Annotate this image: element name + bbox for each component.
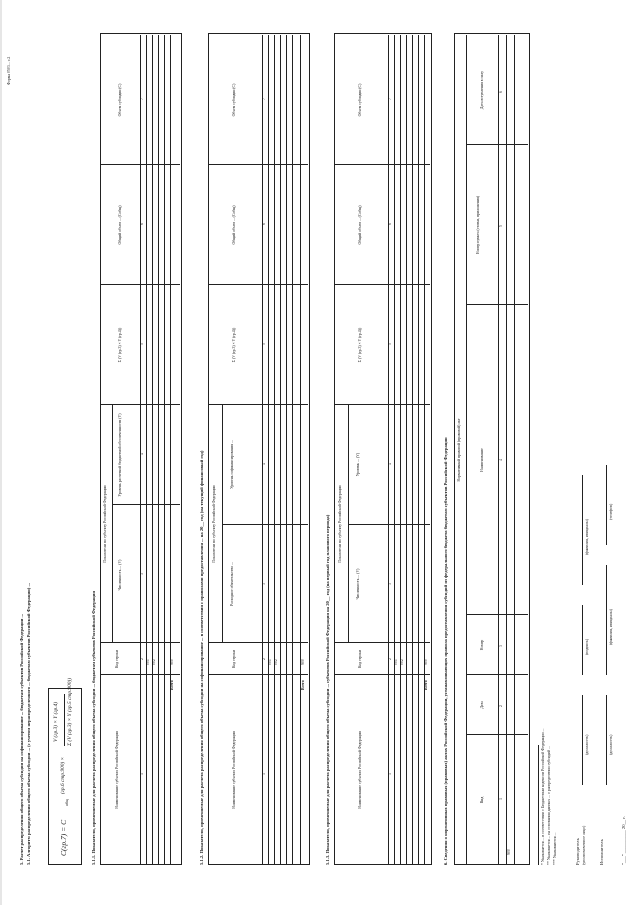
t3-h1: Наименование субъекта Российской Федерации [358, 731, 362, 809]
t1-c2: 2 [140, 658, 144, 660]
t3-h6: Σ (V (гр.3) × Y (гр.4)) [358, 327, 362, 363]
formula-left: C(гр.7) = C [59, 819, 68, 856]
t6-h3: Номер [480, 639, 484, 651]
t3-h7: Общий объем ... (Cобщ) [358, 205, 362, 245]
t2-c3: 3 [262, 583, 266, 585]
t1-h2: Код строки [115, 649, 119, 669]
t6-c2: 2 [499, 705, 503, 707]
t3-c1: 1 [388, 773, 392, 775]
sig-date: "___" __________ 20__ г. [621, 816, 626, 865]
t1-c4: 4 [140, 453, 144, 455]
sig-head-sub: (уполномоченное лицо) [582, 825, 586, 865]
formula-box [48, 678, 82, 865]
t2-h8: Объем субсидии (C) [232, 83, 236, 117]
item-5-1-1-heading: 5.1.1. Показатели, применяемые для расчета распределения общего объема субсидии ... бюджетам субъектов Российской Федерации [91, 590, 96, 865]
footnote-1: * Указывается ... в соответствии с Бюджетным кодексом Российской Федерации ... [541, 728, 545, 865]
t2-c7: 7 [262, 98, 266, 100]
item-5-heading: 5. Расчет распределения общего объема субсидии на софинансирование ... бюджетам субъектов Российской Федерации ... [19, 614, 24, 865]
t3-h2: Код строки [358, 649, 362, 669]
t2-code-1: 001 [268, 659, 272, 665]
t1-c6: 6 [140, 223, 144, 225]
t1-h5: Уровень расчетной бюджетной обеспеченности (Y) [118, 413, 122, 497]
formula-numerator: V (гр.3) × Y (гр.4) [53, 701, 59, 742]
t3-c7: 7 [388, 98, 392, 100]
t6-c3: 3 [499, 645, 503, 647]
t2-c1: 1 [262, 773, 266, 775]
item-6-heading: 6. Сведения о нормативных правовых (правовых) актах Российской Федерации, устанавливающих правила предоставления субсидий из федерального бюджета бюджетам субъектов Российской Федерации [443, 437, 448, 865]
formula-sub: общ [65, 799, 69, 806]
t1-c3: 3 [140, 573, 144, 575]
formula-denominator: Σ (V (гр.3) × Y (гр.5 стр.900)) [67, 678, 73, 746]
t3-c6: 6 [388, 223, 392, 225]
t2-code-900: 900 [301, 659, 305, 665]
footnote-3: *** Указываются ... [553, 832, 557, 865]
t1-c5: 5 [140, 343, 144, 345]
t1-h1: Наименование субъекта Российской Федерации [115, 731, 119, 809]
t2-h2: Код строки [232, 649, 236, 669]
t6-h5: Номер пункта (статьи, приложения) [476, 195, 480, 255]
form-code: Форма 0503... с.2 [7, 56, 11, 85]
t1-c1: 1 [140, 773, 144, 775]
t2-h4: Расходное обязательство ... [230, 562, 234, 606]
t1-h4: Численность ... (V) [118, 559, 122, 591]
t3-h8: Объем субсидии (C) [358, 83, 362, 117]
sig-head-label: Руководитель [575, 838, 580, 865]
t2-code-2: 002 [274, 659, 278, 665]
t3-c3: 3 [388, 583, 392, 585]
cap-name-1: (фамилия, инициалы) [585, 519, 589, 555]
t1-h7: Общий объем ... (Cобщ) [118, 205, 122, 245]
t3-h3: Показатели по субъекту Российской Федерации [338, 485, 342, 563]
t3-c2: 2 [388, 658, 392, 660]
t6-h1: Вид [480, 796, 484, 804]
cap-position-2: (должность) [609, 734, 613, 755]
t6-h4: Наименование [480, 448, 484, 472]
t2-h7: Общий объем ... (Cобщ) [232, 205, 236, 245]
t6-h6: Дата вступления в силу [480, 70, 484, 110]
t2-c2: 2 [262, 658, 266, 660]
t6-c6: 6 [499, 91, 503, 93]
t2-h5: Уровень софинансирования ... [230, 440, 234, 489]
cap-position-1: (должность) [585, 734, 589, 755]
t3-total-label: Всего [424, 680, 428, 690]
cap-name-2: (фамилия, инициалы) [609, 609, 613, 645]
t1-total-label: Всего [170, 680, 174, 690]
t6-c4: 4 [499, 459, 503, 461]
t3-code-900: 900 [424, 659, 428, 665]
t2-h3: Показатели по субъекту Российской Федерации [212, 485, 216, 563]
t2-h1: Наименование субъекта Российской Федерации [232, 731, 236, 809]
item-5-1-2-heading: 5.1.2. Показатели, применяемые для расчета распределения общего объема субсидии на софинансирование ... в соответствии с правилами предоставления ... на 20__ год (на текущий финансовый год) [199, 450, 204, 865]
t3-h5: Уровень ... (Y) [356, 452, 360, 477]
t1-code-2: 002 [152, 659, 156, 665]
t1-h8: Объем субсидии (C) [118, 83, 122, 117]
t3-code-2: 002 [400, 659, 404, 665]
t3-code-1: 001 [394, 659, 398, 665]
t6-code-900: 900 [507, 849, 511, 855]
t3-c5: 5 [388, 343, 392, 345]
item-5-1-3-heading: 5.1.3. Показатели, применяемые для расчета распределения общего объема субсидии ... субъектов Российской Федерации на 20__ год (на первый год планового периода) [325, 514, 330, 865]
t3-h4: Численность ... (V) [356, 568, 360, 600]
cap-signature-1: (подпись) [585, 638, 589, 655]
t2-c5: 5 [262, 343, 266, 345]
sig-executor-label: Исполнитель [599, 839, 604, 865]
footnote-2: ** Указывается ... на основании данных ... о распределении субсидий ... [547, 746, 551, 865]
t6-c5: 5 [499, 225, 503, 227]
formula-right: (гр.6 стр.900) × [60, 756, 66, 794]
t2-total-label: Всего [301, 680, 305, 690]
t1-c7: 7 [140, 98, 144, 100]
t1-code-1: 001 [146, 659, 150, 665]
t3-c4: 4 [388, 463, 392, 465]
cap-phone: (телефон) [609, 503, 613, 520]
t6-h2: Дата [480, 701, 484, 709]
t1-h3: Показатели по субъекту Российской Федерации [103, 485, 107, 563]
t2-h6: Σ (V (гр.3) × Y (гр.4)) [232, 327, 236, 363]
t2-c6: 6 [262, 223, 266, 225]
t1-code-900: 900 [170, 659, 174, 665]
item-5-1-heading: 5.1. Алгоритм распределения общего объема субсидии ... (с учетом нераспределенного ... бюджетам субъектов Российской Федерации) ... [26, 583, 31, 865]
t6-group-header: Нормативный правовой (правовой) акт [457, 418, 461, 482]
t2-c4: 4 [262, 463, 266, 465]
t6-c1: 1 [499, 798, 503, 800]
t1-h6: Σ (V (гр.3) × Y (гр.4)) [118, 327, 122, 363]
